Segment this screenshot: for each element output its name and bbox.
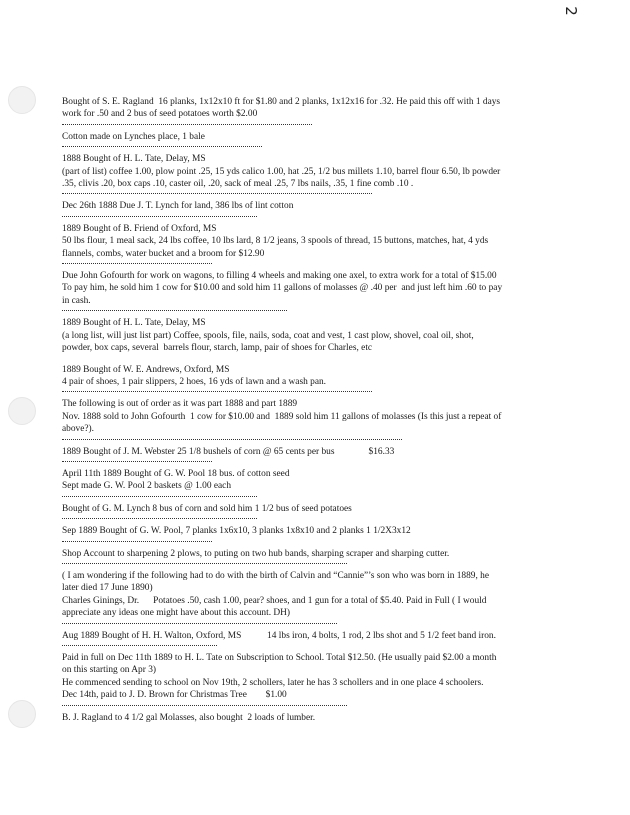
ledger-entry (62, 131, 562, 143)
entry-line: 1889 Bought of J. M. Webster 25 1/8 bushels of corn @ 65 cents per bus $16.33 (62, 446, 395, 457)
entry-line: .35, clivis .20, box caps .10, caster oil, .20, sack of meal .25, 7 lbs nails, .35, 1 fine comb .10 . (62, 179, 414, 190)
entry-line: Nov. 1888 sold to John Gofourth 1 cow for $10.00 and 1889 sold him 11 gallons of molasses (Is this just a repeat of (62, 411, 502, 422)
ledger-entry (62, 270, 562, 307)
entry-amount: $16.33 (368, 446, 395, 457)
entry-line: 4 pair of shoes, 1 pair slippers, 2 hoes, 16 yds of lawn and a wash pan. (62, 376, 327, 387)
ledger-transcription (62, 96, 562, 733)
entry-line: He commenced sending to school on Nov 19th, 2 schollers, later he has 3 schollers and in one place 4 schoolers. (62, 677, 484, 688)
separator-line (62, 216, 257, 217)
entry-line: Aug 1889 Bought of H. H. Walton, Oxford, MS 14 lbs iron, 4 bolts, 1 rod, 2 lbs shot and 5 1/2 feet band iron. (62, 630, 496, 641)
separator-line (62, 439, 402, 440)
separator-line (62, 645, 217, 646)
entry-line: on this starting on Apr 3) (62, 665, 157, 676)
ledger-entry (62, 503, 562, 515)
entry-line: (a long list, will just list part) Coffee, spools, file, nails, soda, coat and vest, 1 cast plow, shovel, coal oil, shot, (62, 330, 474, 341)
entry-line: The following is out of order as it was part 1888 and part 1889 (62, 399, 298, 410)
entry-line: flannels, combs, water bucket and a broom for $12.90 (62, 248, 265, 259)
entry-line: To pay him, he sold him 1 cow for $10.00 and sold him 11 gallons of molasses @ .40 per and just left him .60 to pay (62, 283, 503, 294)
separator-line (62, 705, 347, 706)
separator-line (62, 310, 287, 311)
page-number: 2 (561, 6, 580, 16)
ledger-entry (62, 153, 562, 190)
ledger-entry (62, 364, 562, 389)
entry-line: 1889 Bought of B. Friend of Oxford, MS (62, 223, 217, 234)
entry-line: Charles Ginings, Dr. Potatoes .50, cash 1.00, pear? shoes, and 1 gun for a total of $5.40. Paid in Full ( I would (62, 595, 487, 606)
ledger-entry (62, 317, 562, 354)
separator-line (62, 518, 257, 519)
entry-line: 1888 Bought of H. L. Tate, Delay, MS (62, 154, 206, 165)
separator-line (62, 541, 212, 542)
ledger-entry (62, 525, 562, 537)
separator-line (62, 193, 372, 194)
ledger-entry (62, 398, 562, 435)
ledger-entry (62, 652, 562, 702)
entry-line: above?). (62, 424, 95, 435)
entry-line: ( I am wondering if the following had to do with the birth of Calvin and “Cannie”’s son who was born in 1889, he (62, 570, 490, 581)
entry-line: in cash. (62, 295, 91, 306)
separator-line (62, 623, 337, 624)
punch-hole (8, 700, 36, 728)
entry-line: powder, box caps, several barrels flour, starch, lamp, pair of shoes for Charles, etc (62, 343, 373, 354)
entry-line: 50 lbs flour, 1 meal sack, 24 lbs coffee, 10 lbs lard, 8 1/2 jeans, 3 spools of thread, 15 buttons, matches, hat, 4 yds (62, 236, 489, 247)
entry-line: (part of list) coffee 1.00, plow point .25, 15 yds calico 1.00, hat .25, 1/2 bus millets 1.10, barrel flour 6.50, lb powder (62, 166, 501, 177)
ledger-entry (62, 548, 562, 560)
ledger-entry (62, 570, 562, 620)
entry-line: later died 17 June 1890) (62, 583, 153, 594)
separator-line (62, 263, 212, 264)
ledger-entry (62, 200, 562, 212)
entry-line: work for .50 and 2 bus of seed potatoes worth $2.00 (62, 109, 258, 120)
entry-line: Shop Account to sharpening 2 plows, to puting on two hub bands, sharping scraper and sharping cutter. (62, 548, 450, 559)
ledger-entry (62, 446, 562, 458)
separator-line (62, 563, 347, 564)
entry-line: Paid in full on Dec 11th 1889 to H. L. Tate on Subscription to School. Total $12.50. (He usually paid $2.00 a month (62, 653, 497, 663)
entry-line: Due John Gofourth for work on wagons, to filling 4 wheels and making one axel, to extra work for a total of $15.00 (62, 271, 497, 282)
punch-hole (8, 397, 36, 425)
separator-line (62, 124, 312, 125)
entry-line: Dec 14th, paid to J. D. Brown for Christmas Tree $1.00 (62, 690, 287, 701)
separator-line (62, 146, 262, 147)
entry-line: 1889 Bought of W. E. Andrews, Oxford, MS (62, 364, 230, 375)
separator-line (62, 496, 257, 497)
entry-line: April 11th 1889 Bought of G. W. Pool 18 bus. of cotton seed (62, 468, 290, 479)
entry-line: Bought of G. M. Lynch 8 bus of corn and sold him 1 1/2 bus of seed potatoes (62, 503, 352, 514)
ledger-entry (62, 468, 562, 493)
separator-line (62, 461, 212, 462)
entry-line: Sep 1889 Bought of G. W. Pool, 7 planks 1x6x10, 3 planks 1x8x10 and 2 planks 1 1/2X3x12 (62, 526, 411, 537)
separator-line (62, 391, 372, 392)
ledger-entry (62, 630, 562, 642)
ledger-entry (62, 96, 562, 121)
entry-line: Cotton made on Lynches place, 1 bale (62, 131, 205, 142)
entry-line: appreciate any ideas one might have about this account. DH) (62, 608, 291, 619)
entry-line: Bought of S. E. Ragland 16 planks, 1x12x10 ft for $1.80 and 2 planks, 1x12x16 for .32. He paid this off with 1 days (62, 97, 501, 107)
entry-line: Dec 26th 1888 Due J. T. Lynch for land, 386 lbs of lint cotton (62, 201, 294, 212)
entry-line: B. J. Ragland to 4 1/2 gal Molasses, also bought 2 loads of lumber. (62, 712, 316, 723)
ledger-entry (62, 223, 562, 260)
punch-hole (8, 86, 36, 114)
ledger-entry (62, 712, 562, 724)
entry-line: Sept made G. W. Pool 2 baskets @ 1.00 each (62, 481, 232, 492)
entry-line: 1889 Bought of H. L. Tate, Delay, MS (62, 318, 206, 329)
